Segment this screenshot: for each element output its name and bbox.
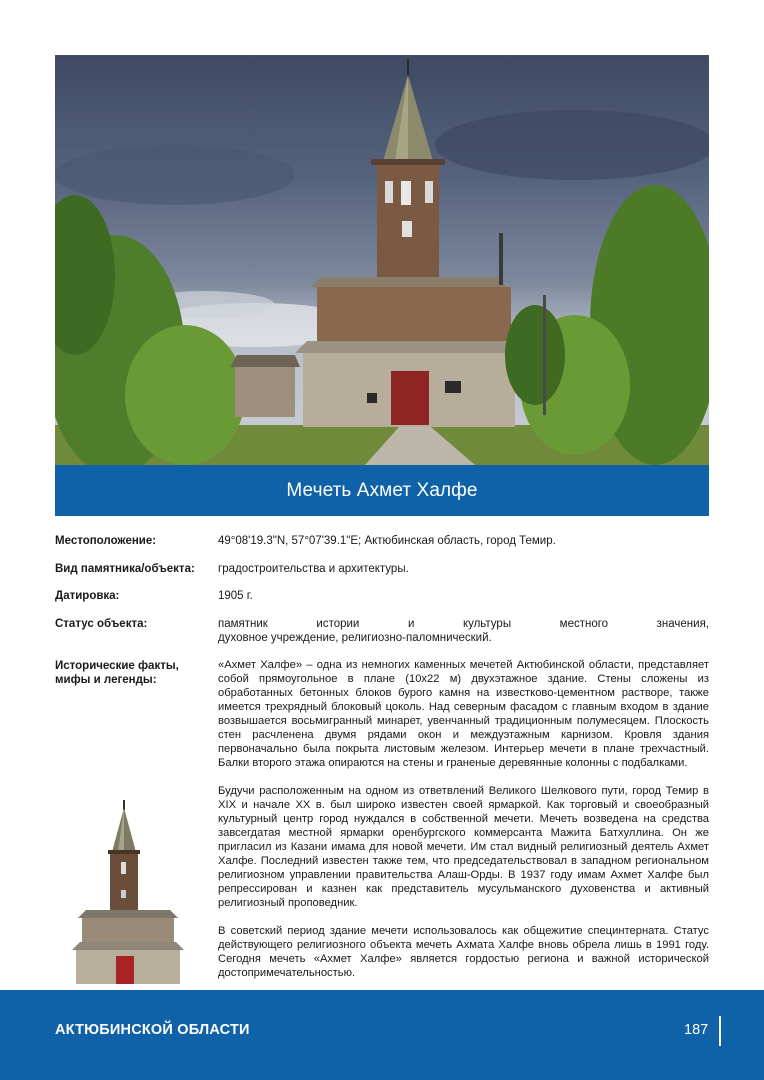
status-line-2: духовное учреждение, религиозно-паломнический. — [218, 632, 492, 644]
field-value: 1905 г. — [218, 590, 253, 602]
field-label: Датировка: — [55, 590, 120, 602]
paragraph: Будучи расположенным на одном из ответвлений Великого Шелкового пути, город Темир в XIX и начале XX в. был широко известен своей ярмаркой. Как торговый и своеобразный культурный центр город нуждался в собственной мечети. Мечеть возведена на средства завсегдатая местной ярмарки оренбургского коммерсанта Мажита Батхуллина. Он же пригласил из Казани имама для новой мечети. Им стал видный религиозный деятель Ахмет Халфе. Последний известен также тем, что председательствовал в западном региональном религиозном управлении правительства Алаш-Орды. В 1937 году имам Ахмет Халфе был репрессирован и казнен как представитель мусульманского духовенства и активный религиозный проповедник. — [218, 785, 709, 909]
footer-divider — [719, 1016, 721, 1046]
history-text — [218, 658, 709, 980]
field-label: Местоположение: — [55, 535, 157, 547]
footer-region: АКТЮБИНСКОЙ ОБЛАСТИ — [55, 1022, 250, 1038]
field-value: градостроительства и архитектуры. — [218, 563, 409, 575]
field-type — [55, 562, 709, 576]
status-line-1: памятник истории и культуры местного значения, — [218, 618, 709, 630]
page-title: Мечеть Ахмет Халфе — [286, 479, 478, 501]
footer — [0, 990, 764, 1080]
title-band — [55, 465, 709, 516]
mosque-photo — [55, 55, 709, 465]
field-label: Статус объекта: — [55, 618, 148, 630]
page-number: 187 — [684, 1022, 709, 1038]
field-location — [55, 534, 709, 548]
field-date — [55, 589, 709, 603]
paragraph: «Ахмет Халфе» – одна из немногих каменных мечетей Актюбинской области, представляет собой прямоугольное в плане (10х22 м) двухэтажное здание. Стены сложены из обработанных бетонных блоков бурого камня на известково-цементном растворе, также имеется трехрядный блоковый цоколь. Над северным фасадом с главным входом в здание возвышается восьмигранный минарет, увенчанный традиционным полумесяцем. Плоскость стен расчленена двумя рядами окон и междуэтажным карнизом. Кровля здания первоначально была покрыта листовым железом. Интерьер мечети в плане трехчастный. Балки второго этажа опираются на стены и граненые деревянные колонны с подбалками. — [218, 659, 709, 769]
field-status — [55, 617, 709, 645]
paragraph: В советский период здание мечети использовалось как общежитие специнтерната. Статус действующего религиозного объекта мечеть Ахмата Халфе вновь обрела лишь в 1991 году. Сегодня мечеть «Ахмет Халфе» является гордостью региона и важной исторической достопримечательностью. — [218, 925, 709, 979]
field-label: Исторические факты, мифы и легенды: — [55, 660, 179, 686]
field-label: Вид памятника/объекта: — [55, 563, 195, 575]
mosque-sketch — [68, 800, 188, 984]
field-value: 49°08'19.3"N, 57°07'39.1"E; Актюбинская область, город Темир. — [218, 535, 556, 547]
field-value — [218, 617, 709, 645]
